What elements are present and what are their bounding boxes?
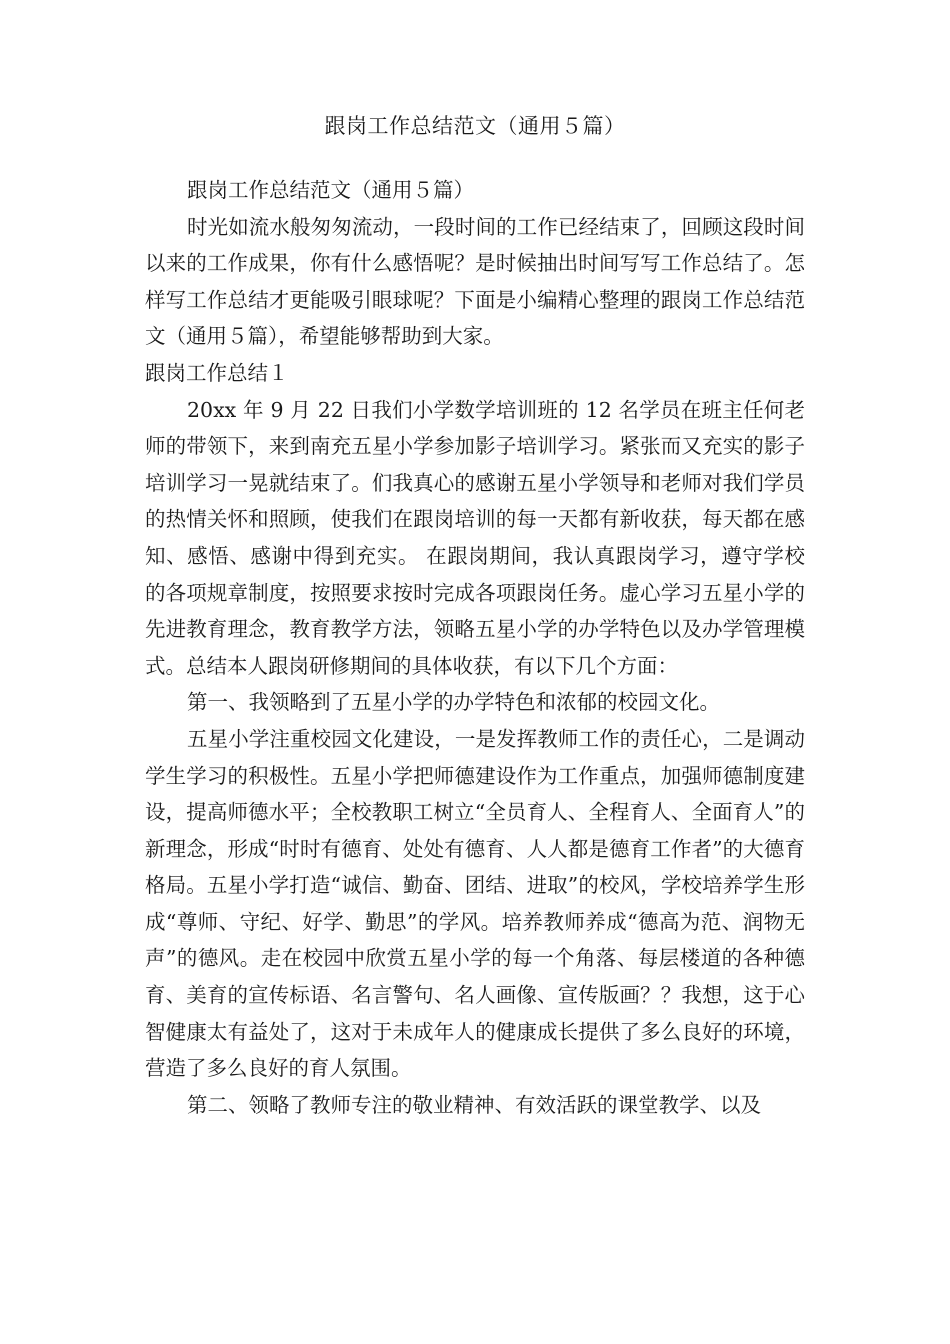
section-heading: 跟岗工作总结１ xyxy=(145,360,289,385)
document-body xyxy=(145,172,805,1123)
paragraph-intro: 时光如流水般匆匆流动，一段时间的工作已经结束了，回顾这段时间以来的工作成果，你有什么感悟呢？是时候抽出时间写写工作总结了。怎样写工作总结才更能吸引眼球呢？下面是小编精心整理的跟岗工作总结范文（通用５篇），希望能够帮助到大家。 xyxy=(145,214,805,349)
paragraph: 第二、领略了教师专注的敬业精神、有效活跃的课堂教学、以及 xyxy=(187,1092,761,1117)
paragraph: 五星小学注重校园文化建设，一是发挥教师工作的责任心，二是调动学生学习的积极性。五星小学把师德建设作为工作重点，加强师德制度建设，提高师德水平；全校教职工树立“全员育人、全程育人、全面育人”的新理念，形成“时时有德育、处处有德育、人人都是德育工作者”的大德育格局。五星小学打造“诚信、勤奋、团结、进取”的校风，学校培养学生形成“尊师、守纪、好学、勤思”的学风。培养教师养成“德高为范、润物无声”的德风。走在校园中欣赏五星小学的每一个角落、每层楼道的各种德育、美育的宣传标语、名言警句、名人画像、宣传版画？？我想，这于心智健康太有益处了，这对于未成年人的健康成长提供了多么良好的环境，营造了多么良好的育人氛围。 xyxy=(145,726,805,1081)
paragraph: 20xx 年 9 月 22 日我们小学数学培训班的 12 名学员在班主任何老师的带领下，来到南充五星小学参加影子培训学习。紧张而又充实的影子培训学习一晃就结束了。们我真心的感谢五星小学领导和老师对我们学员的热情关怀和照顾，使我们在跟岗培训的每一天都有新收获，每天都在感知、感悟、感谢中得到充实。 在跟岗期间，我认真跟岗学习，遵守学校的各项规章制度，按照要求按时完成各项跟岗任务。虚心学习五星小学的先进教育理念，教育教学方法，领略五星小学的办学特色以及办学管理模式。总结本人跟岗研修期间的具体收获，有以下几个方面： xyxy=(145,397,805,678)
document-title: 跟岗工作总结范文（通用５篇） xyxy=(324,114,626,138)
paragraph: 第一、我领略到了五星小学的办学特色和浓郁的校园文化。 xyxy=(187,690,720,715)
paragraph-subtitle: 跟岗工作总结范文（通用５篇） xyxy=(187,178,474,202)
